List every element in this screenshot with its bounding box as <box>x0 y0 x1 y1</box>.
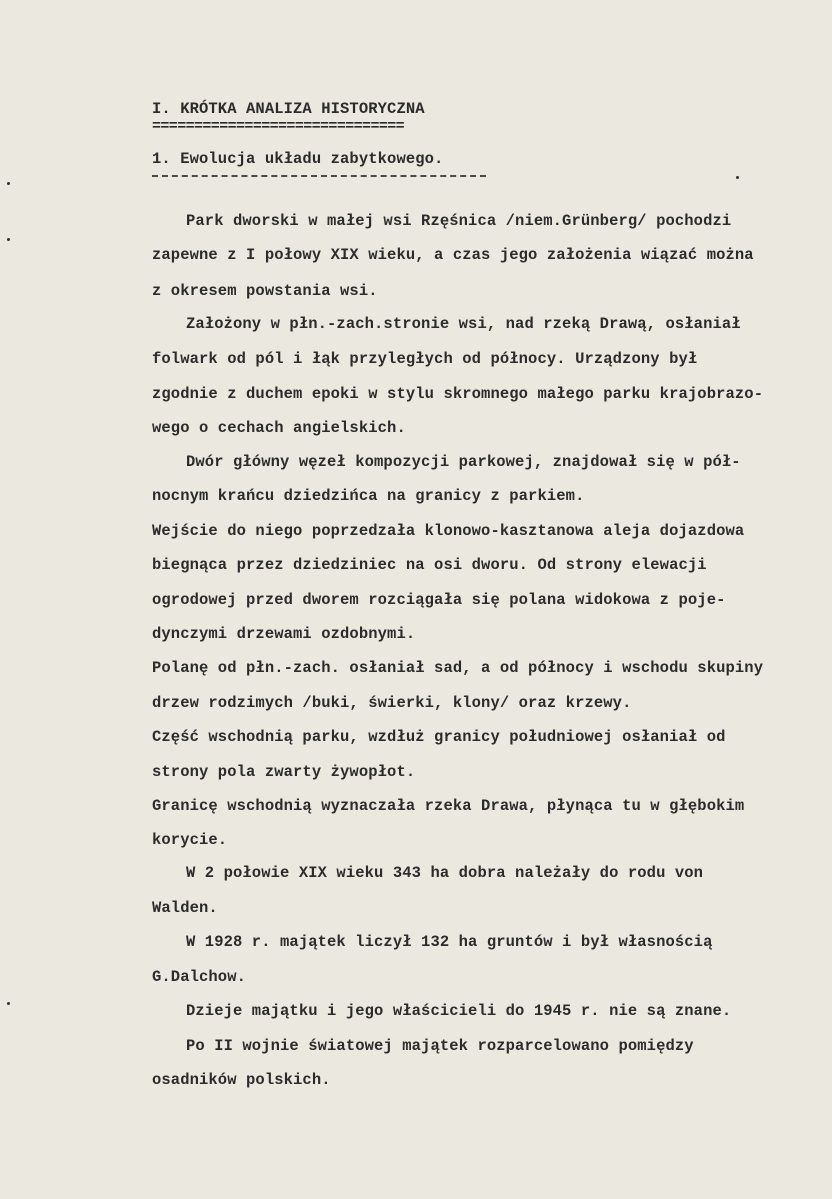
text-line: biegnąca przez dziedziniec na osi dworu. Od strony elewacji <box>152 556 707 574</box>
text-line: W 2 połowie XIX wieku 343 ha dobra należały do rodu von <box>186 864 704 882</box>
text-line: osadników polskich. <box>152 1071 331 1089</box>
text-line: zapewne z I połowy XIX wieku, a czas jego założenia wiązać można <box>152 246 754 264</box>
text-line: Założony w płn.-zach.stronie wsi, nad rzeką Drawą, osłaniał <box>186 315 741 333</box>
text-line: wego o cechach angielskich. <box>152 419 406 437</box>
text-line: Po II wojnie światowej majątek rozparcelowano pomiędzy <box>186 1037 694 1055</box>
text-line: strony pola zwarty żywopłot. <box>152 763 416 781</box>
text-line: ogrodowej przed dworem rozciągała się polana widokowa z poje- <box>152 591 726 609</box>
text-line: Polanę od płn.-zach. osłaniał sad, a od północy i wschodu skupiny <box>152 659 764 677</box>
text-line: Wejście do niego poprzedzała klonowo-kasztanowa aleja dojazdowa <box>152 522 745 540</box>
text-line: drzew rodzimych /buki, świerki, klony/ oraz krzewy. <box>152 694 632 712</box>
text-line: Dzieje majątku i jego właścicieli do 1945 r. nie są znane. <box>186 1002 732 1020</box>
text-line: zgodnie z duchem epoki w stylu skromnego małego parku krajobrazo- <box>152 385 764 403</box>
subsection-title: 1. Ewolucja układu zabytkowego. <box>152 150 444 168</box>
text-line: dynczymi drzewami ozdobnymi. <box>152 625 416 643</box>
margin-mark <box>7 238 10 241</box>
title-underline: ============================== <box>152 118 405 135</box>
text-line: Granicę wschodnią wyznaczała rzeka Drawa, płynąca tu w głębokim <box>152 797 745 815</box>
text-line: Park dworski w małej wsi Rzęśnica /niem.Grünberg/ pochodzi <box>186 212 732 230</box>
section-title: I. KRÓTKA ANALIZA HISTORYCZNA <box>152 100 425 118</box>
text-line: Część wschodnią parku, wzdłuż granicy południowej osłaniał od <box>152 728 726 746</box>
subtitle-underline <box>152 175 486 177</box>
text-line: G.Dalchow. <box>152 968 247 986</box>
margin-mark <box>7 182 10 185</box>
text-line: korycie. <box>152 831 228 849</box>
text-line: z okresem powstania wsi. <box>152 282 378 300</box>
text-line: Walden. <box>152 899 218 917</box>
margin-mark <box>736 176 739 179</box>
text-line: folwark od pól i łąk przyległych od północy. Urządzony był <box>152 350 698 368</box>
text-line: W 1928 r. majątek liczył 132 ha gruntów i był własnością <box>186 933 713 951</box>
text-line: nocnym krańcu dziedzińca na granicy z parkiem. <box>152 487 585 505</box>
text-line: Dwór główny węzeł kompozycji parkowej, znajdował się w pół- <box>186 453 741 471</box>
margin-mark <box>7 1002 10 1005</box>
